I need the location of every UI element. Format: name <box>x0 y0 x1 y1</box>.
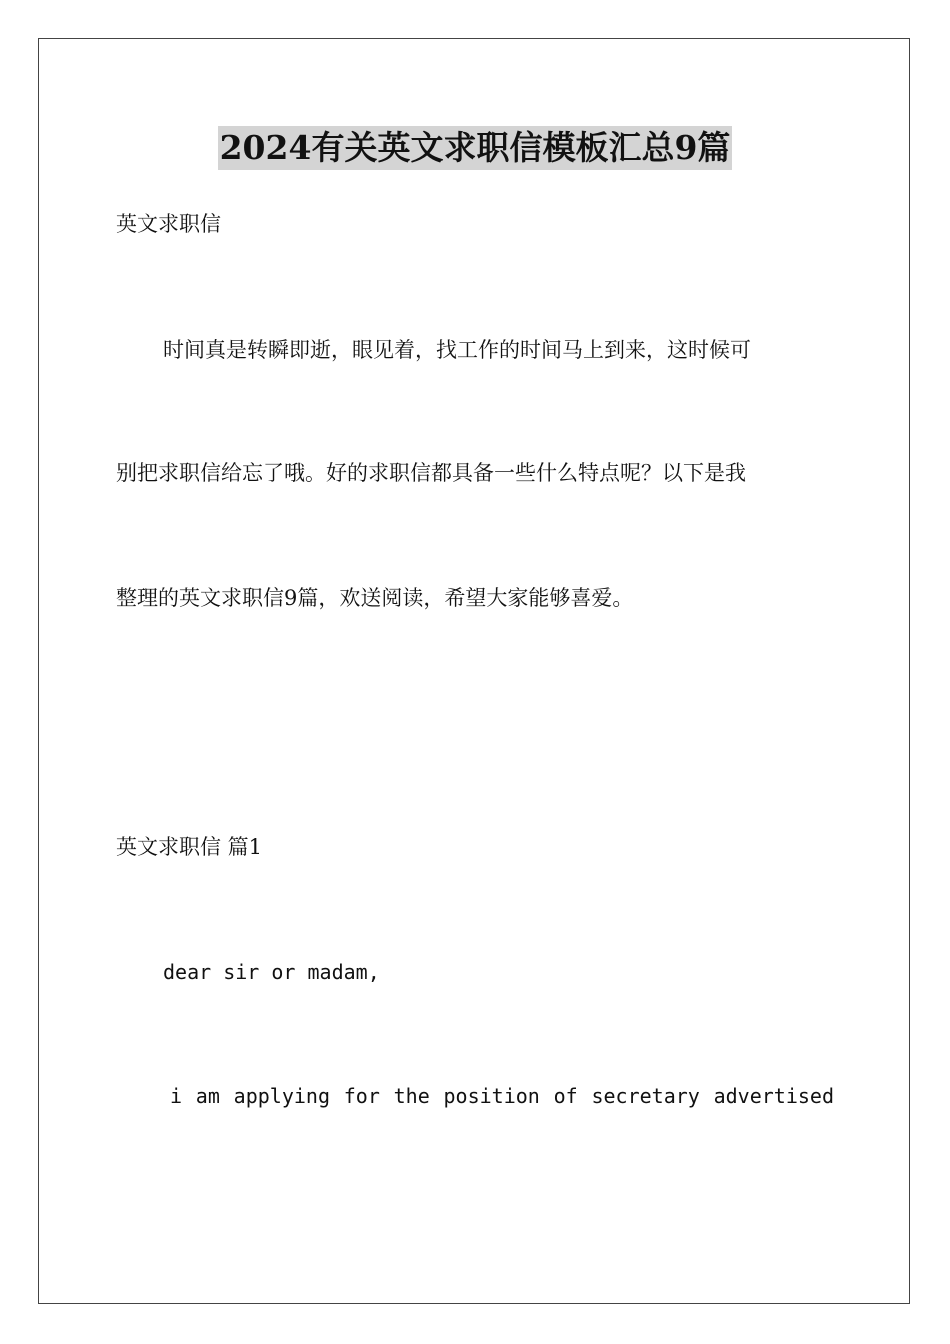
intro-line-3: 整理的英文求职信9篇，欢送阅读，希望大家能够喜爱。 <box>116 586 634 610</box>
letter-heading: 英文求职信 篇1 <box>116 835 263 859</box>
intro-line-2: 别把求职信给忘了哦。好的求职信都具备一些什么特点呢？以下是我 <box>116 461 746 485</box>
intro-line-1: 时间真是转瞬即逝，眼见着，找工作的时间马上到来，这时候可 <box>163 338 751 362</box>
document-title: 2024有关英文求职信模板汇总9篇 <box>218 126 733 170</box>
title-container <box>0 126 950 170</box>
section-heading: 英文求职信 <box>116 212 221 236</box>
letter-salutation: dear sir or madam, <box>163 960 380 984</box>
letter-body-line-1: i am applying for the position of secretary advertised <box>170 1084 834 1108</box>
